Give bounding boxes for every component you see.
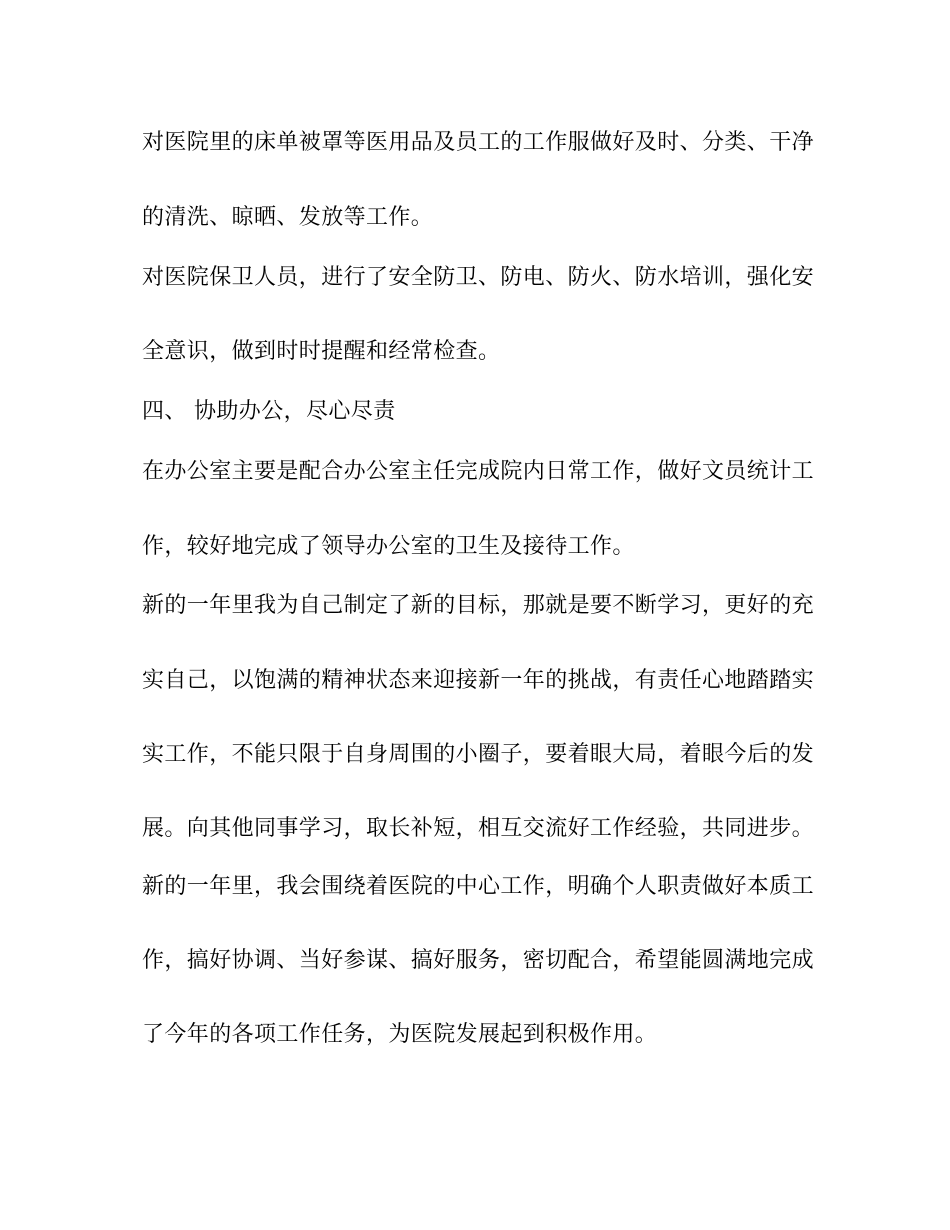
section-heading-text: 协助办公，尽心尽责 <box>194 399 396 424</box>
paragraph-3-line-2: 作，较好地完成了领导办公室的卫生及接待工作。 <box>142 534 635 559</box>
paragraph-2-line-1: 对医院保卫人员，进行了安全防卫、防电、防火、防水培训，强化安 <box>142 265 815 290</box>
paragraph-4-line-3: 实工作，不能只限于自身周围的小圈子，要着眼大局，着眼今后的发 <box>142 742 815 767</box>
paragraph-2-line-2: 全意识，做到时时提醒和经常检查。 <box>142 339 501 364</box>
paragraph-5-line-3: 了今年的各项工作任务，为医院发展起到积极作用。 <box>142 1022 658 1047</box>
paragraph-5-line-2: 作，搞好协调、当好参谋、搞好服务，密切配合，希望能圆满地完成 <box>142 948 815 973</box>
paragraph-4-line-1: 新的一年里我为自己制定了新的目标，那就是要不断学习，更好的充 <box>142 593 815 618</box>
paragraph-1-line-2: 的清洗、晾晒、发放等工作。 <box>142 205 434 230</box>
section-heading-number: 四、 <box>142 399 187 424</box>
paragraph-5-line-1: 新的一年里，我会围绕着医院的中心工作，明确个人职责做好本质工 <box>142 874 815 899</box>
paragraph-1-line-1: 对医院里的床单被罩等医用品及员工的工作服做好及时、分类、干净 <box>142 130 815 155</box>
paragraph-4-line-4: 展。向其他同事学习，取长补短，相互交流好工作经验，共同进步。 <box>142 816 815 841</box>
section-heading <box>142 398 396 426</box>
paragraph-4-line-2: 实自己，以饱满的精神状态来迎接新一年的挑战，有责任心地踏踏实 <box>142 668 815 693</box>
paragraph-3-line-1: 在办公室主要是配合办公室主任完成院内日常工作，做好文员统计工 <box>142 459 815 484</box>
